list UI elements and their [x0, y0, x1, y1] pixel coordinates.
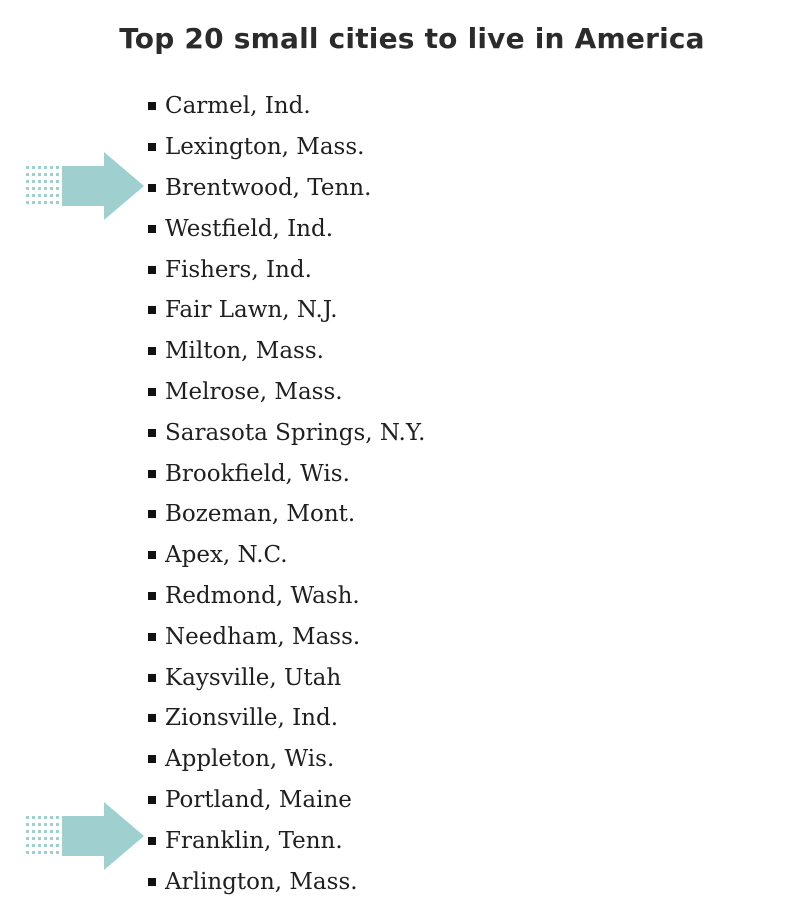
city-name: Brentwood, Tenn. [165, 174, 372, 201]
city-name: Carmel, Ind. [165, 93, 311, 120]
square-bullet-icon [148, 388, 156, 396]
list-item [148, 168, 425, 209]
square-bullet-icon [148, 674, 156, 682]
square-bullet-icon [148, 878, 156, 886]
square-bullet-icon [148, 633, 156, 641]
square-bullet-icon [148, 184, 156, 192]
city-name: Fair Lawn, N.J. [165, 297, 338, 324]
square-bullet-icon [148, 225, 156, 233]
arrow-right-icon [24, 152, 146, 222]
list-item [148, 820, 425, 861]
square-bullet-icon [148, 306, 156, 314]
city-name: Redmond, Wash. [165, 582, 360, 609]
city-name: Sarasota Springs, N.Y. [165, 419, 426, 446]
square-bullet-icon [148, 551, 156, 559]
city-name: Melrose, Mass. [165, 378, 343, 405]
city-name: Appleton, Wis. [165, 746, 335, 773]
list-item [148, 861, 425, 902]
list-item [148, 494, 425, 535]
city-name: Portland, Maine [165, 786, 352, 813]
city-name: Apex, N.C. [165, 542, 288, 569]
page-title: Top 20 small cities to live in America [119, 22, 705, 55]
list-item [148, 208, 425, 249]
square-bullet-icon [148, 755, 156, 763]
square-bullet-icon [148, 347, 156, 355]
square-bullet-icon [148, 592, 156, 600]
city-name: Westfield, Ind. [165, 215, 334, 242]
square-bullet-icon [148, 266, 156, 274]
list-item [148, 657, 425, 698]
city-name: Kaysville, Utah [165, 664, 342, 691]
list-item [148, 616, 425, 657]
city-name: Milton, Mass. [165, 338, 324, 365]
square-bullet-icon [148, 470, 156, 478]
list-item [148, 780, 425, 821]
city-name: Franklin, Tenn. [165, 827, 343, 854]
city-name: Fishers, Ind. [165, 256, 312, 283]
city-name: Bozeman, Mont. [165, 501, 356, 528]
list-item [148, 698, 425, 739]
list-item [148, 576, 425, 617]
list-item [148, 290, 425, 331]
list-item [148, 372, 425, 413]
list-item [148, 331, 425, 372]
list-item [148, 739, 425, 780]
city-list [148, 86, 425, 902]
square-bullet-icon [148, 714, 156, 722]
square-bullet-icon [148, 102, 156, 110]
city-name: Zionsville, Ind. [165, 705, 339, 732]
city-name: Needham, Mass. [165, 623, 361, 650]
city-name: Arlington, Mass. [165, 868, 358, 895]
square-bullet-icon [148, 510, 156, 518]
list-item [148, 453, 425, 494]
square-bullet-icon [148, 796, 156, 804]
city-name: Brookfield, Wis. [165, 460, 350, 487]
list-item [148, 535, 425, 576]
list-item [148, 127, 425, 168]
list-item [148, 412, 425, 453]
arrow-right-icon [24, 802, 146, 872]
square-bullet-icon [148, 837, 156, 845]
city-name: Lexington, Mass. [165, 134, 365, 161]
square-bullet-icon [148, 143, 156, 151]
list-item [148, 249, 425, 290]
list-item [148, 86, 425, 127]
square-bullet-icon [148, 429, 156, 437]
